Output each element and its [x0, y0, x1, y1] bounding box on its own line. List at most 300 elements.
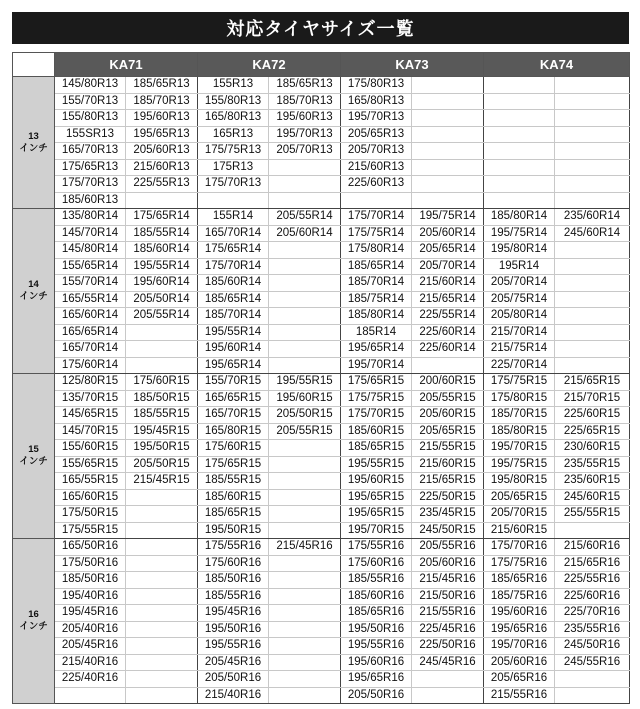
tire-size-cell: 205/50R15	[269, 407, 341, 424]
tire-size-cell	[555, 77, 630, 94]
tire-size-cell: 195/40R16	[55, 588, 126, 605]
tire-size-cell: 215/45R16	[412, 572, 484, 589]
tire-size-cell	[412, 143, 484, 160]
tire-size-cell: 205/75R14	[484, 291, 555, 308]
tire-size-cell: 175R13	[198, 159, 269, 176]
tire-size-cell: 205/55R14	[269, 209, 341, 226]
inch-unit-label: インチ	[19, 456, 48, 467]
tire-size-cell: 175/70R14	[341, 209, 412, 226]
tire-size-cell	[269, 522, 341, 539]
tire-size-cell: 185/55R16	[198, 588, 269, 605]
tire-size-cell: 155/80R13	[55, 110, 126, 127]
tire-size-cell: 225/65R15	[555, 423, 630, 440]
tire-size-cell: 225/55R14	[412, 308, 484, 325]
tire-size-cell: 215/40R16	[55, 654, 126, 671]
tire-size-cell	[126, 341, 198, 358]
table-row	[13, 539, 630, 556]
tire-size-cell: 145/80R14	[55, 242, 126, 259]
tire-size-cell: 185/60R13	[55, 192, 126, 209]
tire-size-cell: 175/50R16	[55, 555, 126, 572]
tire-size-cell: 205/40R16	[55, 621, 126, 638]
tire-size-cell: 175/70R15	[341, 407, 412, 424]
tire-size-cell: 195/55R14	[126, 258, 198, 275]
tire-size-cell: 165/70R14	[55, 341, 126, 358]
page-title: 対応タイヤサイズ一覧	[12, 12, 629, 44]
tire-size-cell	[269, 621, 341, 638]
tire-size-cell: 205/70R14	[484, 275, 555, 292]
tire-size-cell: 195/55R16	[341, 638, 412, 655]
tire-size-cell: 195/65R13	[126, 126, 198, 143]
tire-size-cell: 185/75R16	[484, 588, 555, 605]
model-header-row	[13, 53, 630, 77]
tire-size-cell	[126, 192, 198, 209]
tire-size-cell: 235/60R15	[555, 473, 630, 490]
tire-size-cell	[269, 341, 341, 358]
tire-size-cell: 155/70R14	[55, 275, 126, 292]
tire-size-cell	[269, 489, 341, 506]
tire-size-cell: 175/65R14	[198, 242, 269, 259]
tire-size-cell	[555, 291, 630, 308]
tire-size-cell: 155/65R14	[55, 258, 126, 275]
tire-size-cell: 245/45R16	[412, 654, 484, 671]
tire-size-cell	[412, 93, 484, 110]
tire-size-cell: 185/60R15	[198, 489, 269, 506]
tire-size-cell: 185/65R16	[484, 572, 555, 589]
tire-size-cell: 215/70R15	[555, 390, 630, 407]
tire-size-table	[12, 52, 630, 704]
table-row	[13, 77, 630, 94]
tire-size-cell: 185/75R14	[341, 291, 412, 308]
tire-size-cell	[484, 126, 555, 143]
tire-size-cell: 185/70R13	[269, 93, 341, 110]
inch-group-label	[13, 209, 55, 374]
tire-size-cell: 205/70R14	[412, 258, 484, 275]
tire-size-cell	[412, 77, 484, 94]
tire-size-cell: 175/75R16	[484, 555, 555, 572]
tire-size-cell: 205/55R16	[412, 539, 484, 556]
tire-size-cell: 225/55R13	[126, 176, 198, 193]
table-row	[13, 93, 630, 110]
tire-size-cell: 215/45R15	[126, 473, 198, 490]
table-row	[13, 275, 630, 292]
tire-size-cell: 195/60R14	[198, 341, 269, 358]
tire-size-cell: 185/65R13	[269, 77, 341, 94]
tire-size-cell: 195/60R13	[126, 110, 198, 127]
tire-size-cell: 155/65R15	[55, 456, 126, 473]
tire-size-cell: 195/70R16	[484, 638, 555, 655]
tire-size-cell	[555, 308, 630, 325]
tire-size-cell: 225/60R16	[555, 588, 630, 605]
tire-size-cell: 185/55R15	[126, 407, 198, 424]
tire-size-cell: 205/60R16	[484, 654, 555, 671]
inch-group-label	[13, 539, 55, 704]
tire-size-cell: 195/65R15	[341, 506, 412, 523]
tire-size-cell	[269, 473, 341, 490]
tire-size-cell: 185/60R15	[341, 423, 412, 440]
tire-size-cell: 205/70R13	[341, 143, 412, 160]
tire-size-cell: 175/55R15	[55, 522, 126, 539]
tire-size-cell	[412, 110, 484, 127]
tire-size-cell: 195/65R14	[341, 341, 412, 358]
tire-size-cell: 205/65R14	[412, 242, 484, 259]
tire-size-cell	[269, 456, 341, 473]
tire-size-cell: 185/65R15	[341, 440, 412, 457]
tire-size-cell: 215/75R14	[484, 341, 555, 358]
tire-size-cell: 205/65R15	[484, 489, 555, 506]
tire-size-cell: 135/70R15	[55, 390, 126, 407]
tire-size-cell: 205/60R14	[269, 225, 341, 242]
tire-size-cell: 185/65R15	[198, 506, 269, 523]
tire-size-cell: 185/70R14	[198, 308, 269, 325]
tire-size-cell	[484, 159, 555, 176]
tire-size-cell: 195/60R16	[341, 654, 412, 671]
tire-size-cell: 195/80R14	[484, 242, 555, 259]
tire-size-cell	[484, 192, 555, 209]
tire-size-cell: 165/60R14	[55, 308, 126, 325]
tire-size-cell: 205/50R16	[198, 671, 269, 688]
table-row	[13, 671, 630, 688]
table-row	[13, 489, 630, 506]
tire-size-cell: 205/65R15	[412, 423, 484, 440]
tire-size-cell: 175/55R16	[341, 539, 412, 556]
tire-size-cell	[412, 176, 484, 193]
tire-size-cell: 135/80R14	[55, 209, 126, 226]
tire-size-cell: 205/45R16	[198, 654, 269, 671]
tire-size-cell	[126, 489, 198, 506]
tire-size-cell	[555, 687, 630, 704]
tire-size-cell	[269, 258, 341, 275]
tire-size-cell	[269, 242, 341, 259]
table-row	[13, 357, 630, 374]
tire-size-cell: 245/60R15	[555, 489, 630, 506]
tire-size-cell: 165/70R15	[198, 407, 269, 424]
tire-size-cell: 165/65R15	[198, 390, 269, 407]
table-row	[13, 192, 630, 209]
tire-size-cell	[269, 687, 341, 704]
tire-size-cell	[555, 192, 630, 209]
table-row	[13, 374, 630, 391]
tire-size-cell: 195/45R16	[55, 605, 126, 622]
inch-unit-label: インチ	[19, 142, 48, 154]
model-header-ka72: KA72	[198, 53, 341, 77]
tire-size-cell	[484, 176, 555, 193]
tire-size-cell: 185/60R14	[126, 242, 198, 259]
tire-size-cell: 165/55R15	[55, 473, 126, 490]
tire-size-cell	[269, 506, 341, 523]
tire-size-cell: 155R13	[198, 77, 269, 94]
tire-size-cell: 195/70R13	[269, 126, 341, 143]
tire-size-cell	[126, 671, 198, 688]
tire-size-cell	[126, 555, 198, 572]
tire-size-cell: 215/45R16	[269, 539, 341, 556]
table-row	[13, 341, 630, 358]
tire-size-cell: 195/60R13	[269, 110, 341, 127]
tire-size-cell	[269, 555, 341, 572]
inch-size-value: 16	[28, 609, 39, 620]
tire-size-cell: 205/80R14	[484, 308, 555, 325]
tire-size-cell: 165/50R16	[55, 539, 126, 556]
tire-size-cell: 195/80R15	[484, 473, 555, 490]
tire-size-cell: 185/80R14	[484, 209, 555, 226]
tire-size-cell: 215/55R16	[412, 605, 484, 622]
tire-size-cell	[412, 687, 484, 704]
tire-size-cell: 205/50R14	[126, 291, 198, 308]
tire-size-cell: 175/65R15	[341, 374, 412, 391]
tire-size-cell: 165/65R14	[55, 324, 126, 341]
tire-size-cell: 195/65R14	[198, 357, 269, 374]
tire-size-cell: 175/75R15	[341, 390, 412, 407]
tire-size-cell: 185/65R16	[341, 605, 412, 622]
tire-size-cell: 195/50R16	[198, 621, 269, 638]
inch-size-value: 13	[28, 130, 39, 142]
table-row	[13, 621, 630, 638]
tire-size-cell: 215/50R16	[412, 588, 484, 605]
tire-size-cell: 205/50R16	[341, 687, 412, 704]
tire-size-cell	[269, 308, 341, 325]
tire-size-cell	[126, 522, 198, 539]
tire-size-cell: 155/70R15	[198, 374, 269, 391]
tire-size-cell: 185/50R16	[198, 572, 269, 589]
tire-size-cell: 145/70R15	[55, 423, 126, 440]
tire-size-cell: 195/55R15	[341, 456, 412, 473]
inch-group-label	[13, 374, 55, 539]
tire-size-cell: 175/60R14	[55, 357, 126, 374]
tire-size-cell: 145/65R15	[55, 407, 126, 424]
table-row	[13, 423, 630, 440]
tire-size-cell: 225/60R13	[341, 176, 412, 193]
table-row	[13, 555, 630, 572]
tire-size-cell: 255/55R15	[555, 506, 630, 523]
tire-size-cell: 165/60R15	[55, 489, 126, 506]
tire-size-cell: 215/55R15	[412, 440, 484, 457]
tire-size-cell: 165/80R13	[341, 93, 412, 110]
table-row	[13, 440, 630, 457]
table-row	[13, 572, 630, 589]
tire-size-cell: 205/55R15	[269, 423, 341, 440]
tire-size-cell: 215/60R13	[126, 159, 198, 176]
tire-size-cell: 215/65R15	[555, 374, 630, 391]
tire-size-cell	[555, 242, 630, 259]
inch-unit-label: インチ	[19, 621, 48, 632]
tire-size-cell: 145/70R14	[55, 225, 126, 242]
tire-size-cell: 245/50R15	[412, 522, 484, 539]
tire-size-cell: 195/45R15	[126, 423, 198, 440]
tire-size-cell: 195/45R16	[198, 605, 269, 622]
table-row	[13, 522, 630, 539]
tire-size-cell: 165/70R13	[55, 143, 126, 160]
tire-size-cell	[555, 93, 630, 110]
tire-size-cell: 225/70R14	[484, 357, 555, 374]
tire-size-cell: 145/80R13	[55, 77, 126, 94]
tire-size-cell: 165/55R14	[55, 291, 126, 308]
tire-size-cell: 195/55R16	[198, 638, 269, 655]
tire-size-cell	[269, 192, 341, 209]
tire-size-cell	[555, 324, 630, 341]
table-row	[13, 638, 630, 655]
tire-size-cell: 175/60R16	[341, 555, 412, 572]
tire-size-cell: 215/65R16	[555, 555, 630, 572]
tire-size-cell	[269, 275, 341, 292]
tire-size-cell: 175/80R14	[341, 242, 412, 259]
tire-size-cell: 205/50R15	[126, 456, 198, 473]
tire-size-cell	[555, 159, 630, 176]
tire-size-cell	[555, 258, 630, 275]
tire-size-cell: 185/50R15	[126, 390, 198, 407]
tire-size-cell: 195/70R13	[341, 110, 412, 127]
tire-size-cell: 245/55R16	[555, 654, 630, 671]
table-row	[13, 159, 630, 176]
table-row	[13, 308, 630, 325]
tire-size-cell: 235/55R15	[555, 456, 630, 473]
tire-size-cell: 200/60R15	[412, 374, 484, 391]
tire-size-cell: 175/75R13	[198, 143, 269, 160]
tire-size-cell: 165/80R13	[198, 110, 269, 127]
tire-size-cell	[412, 159, 484, 176]
tire-size-cell: 205/65R13	[341, 126, 412, 143]
table-row	[13, 242, 630, 259]
inch-unit-label: インチ	[19, 291, 48, 302]
tire-size-cell: 215/65R14	[412, 291, 484, 308]
tire-size-cell: 165/70R14	[198, 225, 269, 242]
table-row	[13, 225, 630, 242]
tire-size-cell: 155/80R13	[198, 93, 269, 110]
table-row	[13, 473, 630, 490]
tire-size-cell	[269, 654, 341, 671]
tire-size-cell: 175/75R14	[341, 225, 412, 242]
tire-size-cell: 185/60R16	[341, 588, 412, 605]
tire-size-cell	[269, 572, 341, 589]
tire-size-cell: 215/60R16	[555, 539, 630, 556]
tire-size-cell: 225/40R16	[55, 671, 126, 688]
tire-size-cell	[198, 192, 269, 209]
tire-size-cell: 185/60R14	[198, 275, 269, 292]
tire-size-cell	[126, 638, 198, 655]
table-row	[13, 291, 630, 308]
tire-size-cell: 165/80R15	[198, 423, 269, 440]
tire-size-cell	[269, 159, 341, 176]
tire-size-cell: 195/50R15	[126, 440, 198, 457]
table-body	[13, 77, 630, 704]
tire-size-cell	[555, 275, 630, 292]
tire-size-cell: 225/60R14	[412, 341, 484, 358]
tire-size-cell: 195R14	[484, 258, 555, 275]
tire-size-cell	[126, 539, 198, 556]
tire-size-cell	[555, 671, 630, 688]
tire-size-cell	[555, 126, 630, 143]
tire-size-cell: 175/70R13	[198, 176, 269, 193]
table-row	[13, 110, 630, 127]
tire-size-cell: 155SR13	[55, 126, 126, 143]
tire-size-cell: 215/70R14	[484, 324, 555, 341]
tire-size-cell: 125/80R15	[55, 374, 126, 391]
tire-size-cell	[484, 93, 555, 110]
tire-size-cell: 205/45R16	[55, 638, 126, 655]
tire-size-cell	[555, 357, 630, 374]
tire-size-cell	[412, 357, 484, 374]
tire-size-cell	[555, 176, 630, 193]
tire-size-cell	[269, 324, 341, 341]
tire-size-cell: 195/60R15	[341, 473, 412, 490]
tire-size-cell: 175/80R15	[484, 390, 555, 407]
tire-size-cell: 205/70R15	[484, 506, 555, 523]
table-row	[13, 176, 630, 193]
table-row	[13, 324, 630, 341]
tire-size-cell: 195/70R15	[484, 440, 555, 457]
tire-size-cell	[555, 110, 630, 127]
tire-size-cell: 215/65R15	[412, 473, 484, 490]
tire-size-cell	[484, 77, 555, 94]
model-header-ka73: KA73	[341, 53, 484, 77]
tire-size-cell: 185/70R13	[126, 93, 198, 110]
tire-size-cell: 175/65R13	[55, 159, 126, 176]
tire-size-cell: 235/60R14	[555, 209, 630, 226]
tire-size-cell: 225/45R16	[412, 621, 484, 638]
tire-size-cell: 215/60R15	[484, 522, 555, 539]
tire-size-cell: 205/65R16	[484, 671, 555, 688]
tire-size-cell: 235/45R15	[412, 506, 484, 523]
tire-size-cell: 195/75R15	[484, 456, 555, 473]
tire-size-cell: 195/75R14	[484, 225, 555, 242]
model-header-ka74: KA74	[484, 53, 630, 77]
tire-size-cell	[484, 143, 555, 160]
tire-size-cell: 205/60R16	[412, 555, 484, 572]
tire-size-cell: 185R14	[341, 324, 412, 341]
tire-size-cell	[269, 605, 341, 622]
tire-size-cell: 175/60R15	[198, 440, 269, 457]
table-row	[13, 258, 630, 275]
tire-size-cell: 165R13	[198, 126, 269, 143]
table-row	[13, 654, 630, 671]
tire-size-cell: 175/55R16	[198, 539, 269, 556]
tire-size-cell: 185/55R15	[198, 473, 269, 490]
tire-size-cell: 185/80R14	[341, 308, 412, 325]
tire-size-cell: 215/40R16	[198, 687, 269, 704]
tire-size-cell	[555, 522, 630, 539]
tire-size-cell: 205/60R15	[412, 407, 484, 424]
tire-size-cell: 245/50R16	[555, 638, 630, 655]
tire-size-cell: 225/60R15	[555, 407, 630, 424]
tire-size-cell	[484, 110, 555, 127]
header-corner	[13, 53, 55, 77]
tire-size-cell: 155/60R15	[55, 440, 126, 457]
tire-size-cell	[126, 621, 198, 638]
model-header-ka71: KA71	[55, 53, 198, 77]
tire-size-cell: 195/70R14	[341, 357, 412, 374]
tire-size-cell: 195/65R16	[341, 671, 412, 688]
tire-size-cell	[126, 588, 198, 605]
table-row	[13, 407, 630, 424]
tire-size-cell	[126, 605, 198, 622]
tire-size-cell: 215/60R15	[412, 456, 484, 473]
tire-size-cell: 185/80R15	[484, 423, 555, 440]
tire-size-cell: 230/60R15	[555, 440, 630, 457]
tire-size-cell: 175/60R16	[198, 555, 269, 572]
tire-size-cell	[126, 357, 198, 374]
inch-size-value: 14	[28, 279, 39, 290]
tire-size-cell: 175/80R13	[341, 77, 412, 94]
tire-size-cell: 175/70R16	[484, 539, 555, 556]
tire-size-cell: 175/70R13	[55, 176, 126, 193]
tire-size-cell	[126, 324, 198, 341]
tire-size-cell	[341, 192, 412, 209]
tire-size-cell: 175/65R15	[198, 456, 269, 473]
tire-size-cell: 175/65R14	[126, 209, 198, 226]
tire-size-cell: 185/70R14	[341, 275, 412, 292]
tire-size-cell: 195/75R14	[412, 209, 484, 226]
table-row	[13, 390, 630, 407]
tire-size-cell: 225/50R16	[412, 638, 484, 655]
tire-size-cell	[269, 671, 341, 688]
